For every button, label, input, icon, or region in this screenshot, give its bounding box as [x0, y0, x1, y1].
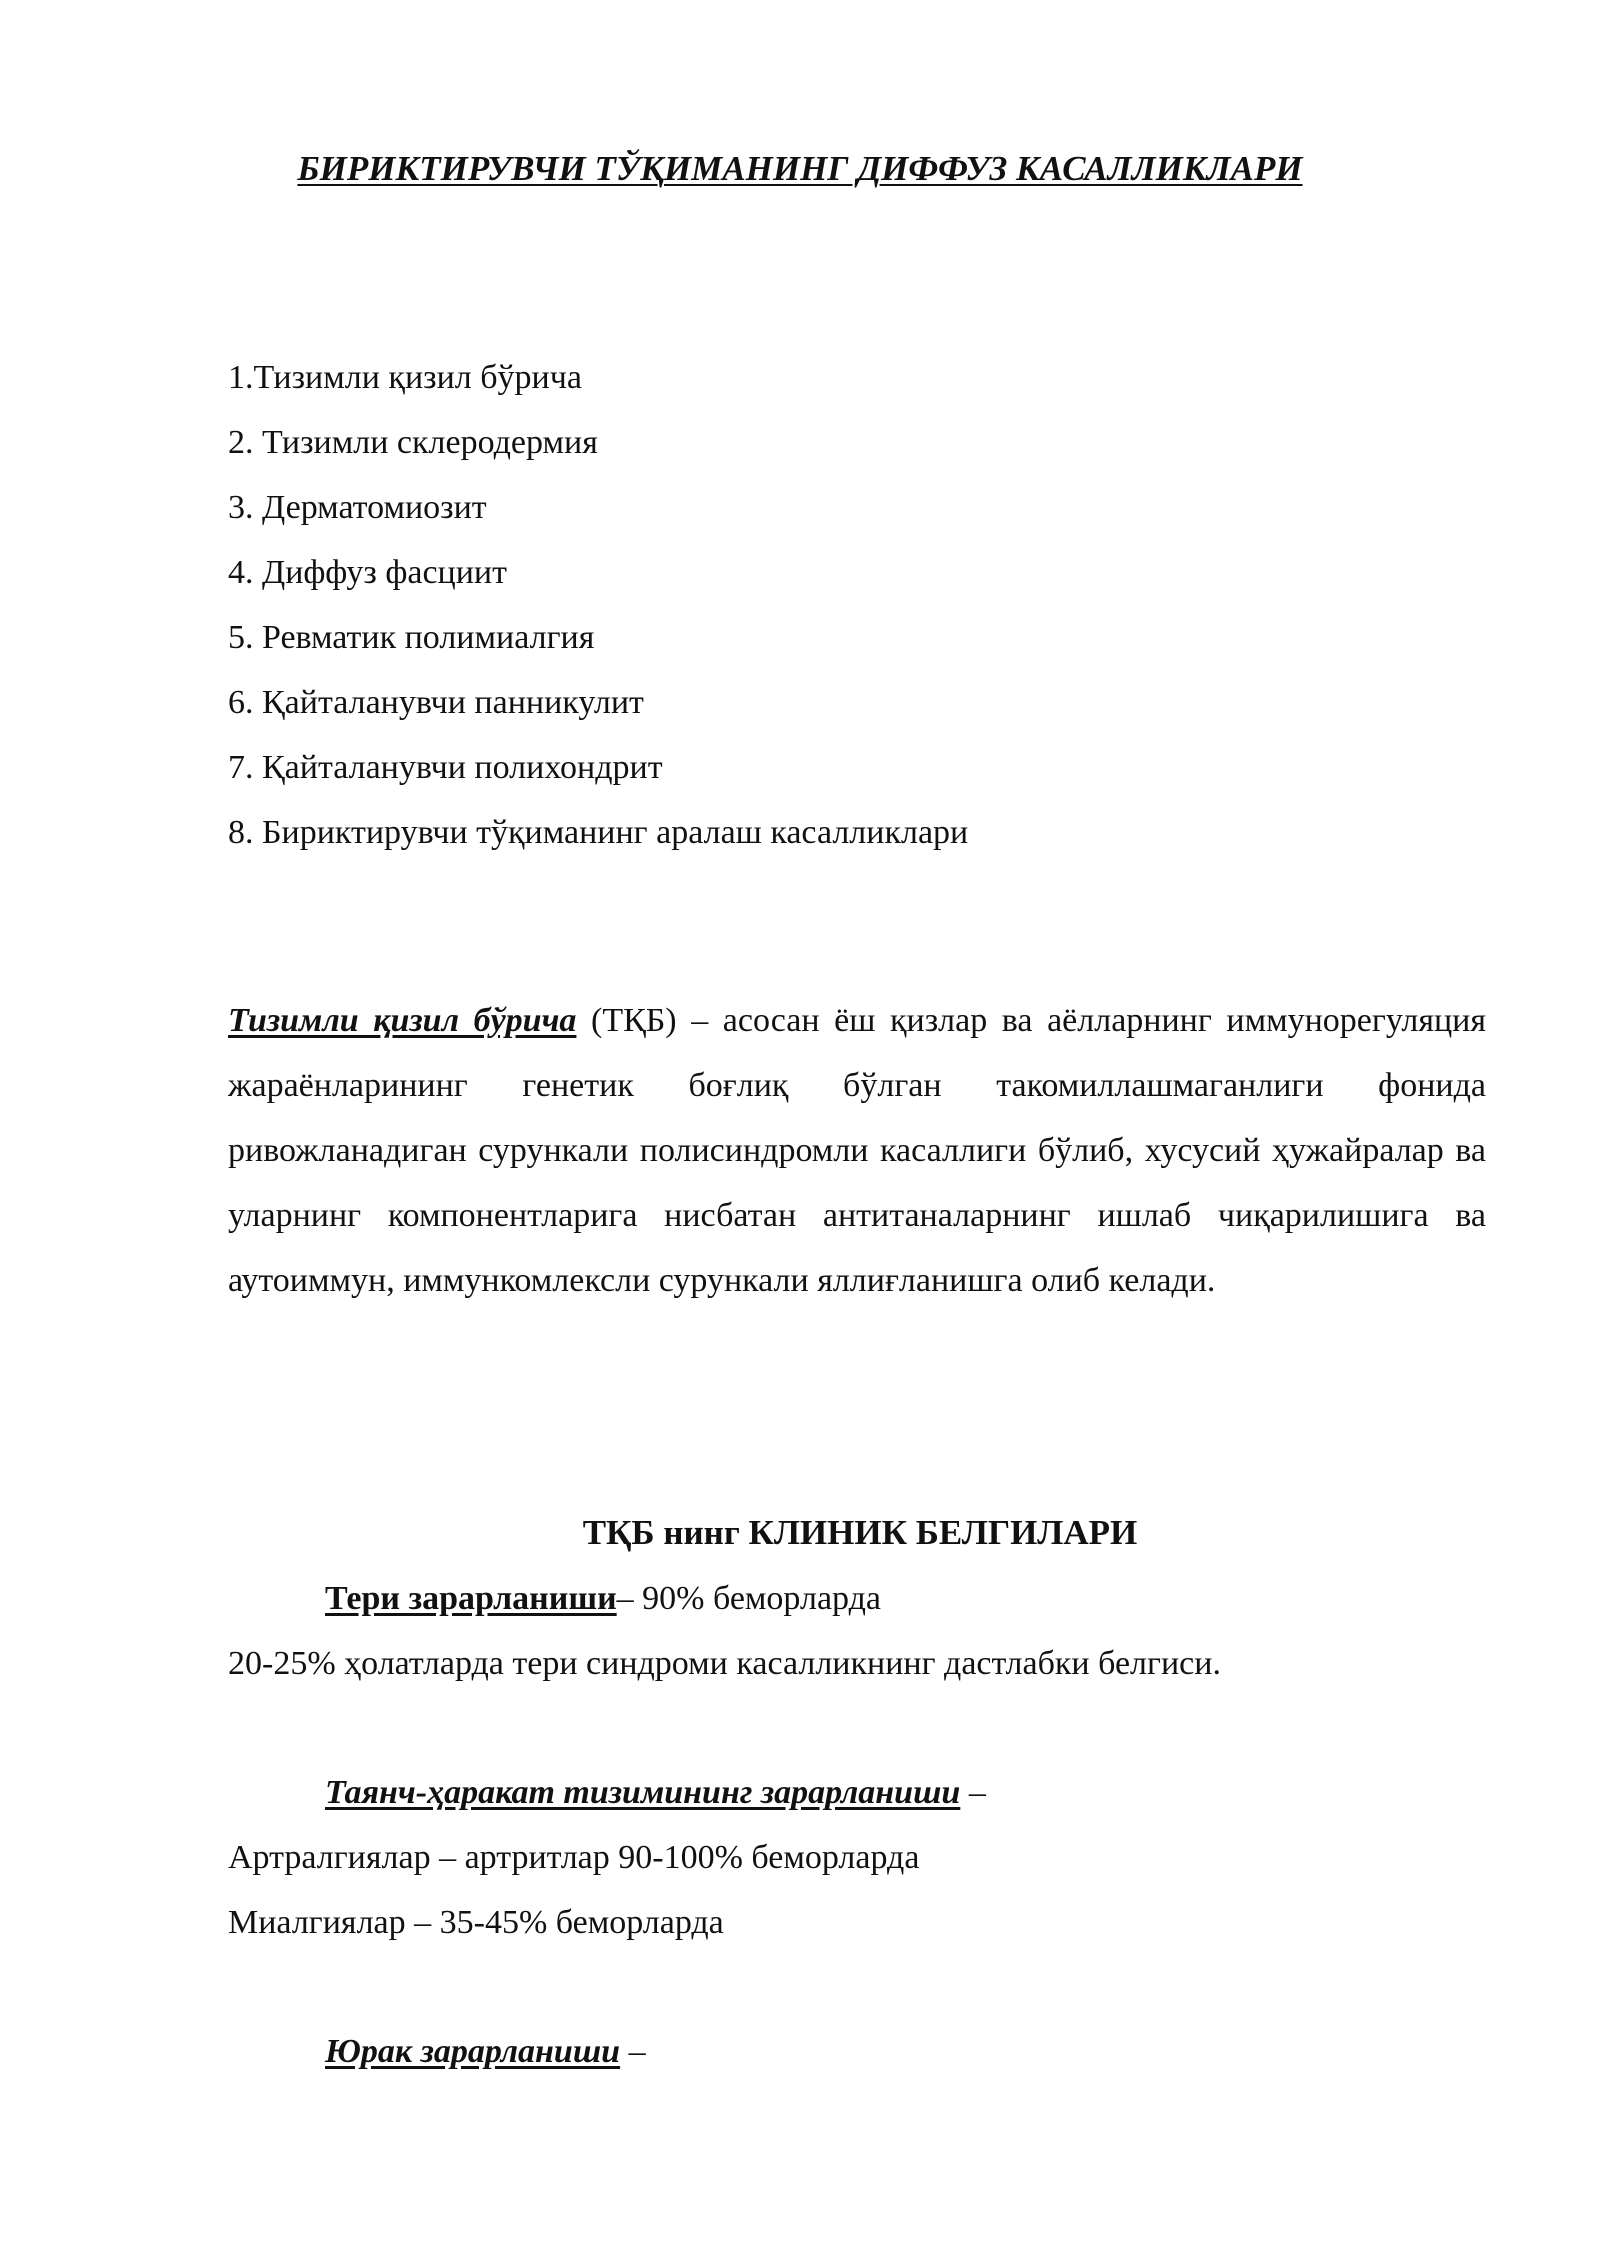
skin-suffix: – 90% беморларда	[616, 1580, 881, 1617]
definition-paragraph	[228, 988, 1486, 1313]
list-item: 7. Қайталанувчи полихондрит	[228, 749, 663, 786]
arthralgia-line: Артралгиялар – артритлар 90-100% беморларда	[228, 1839, 920, 1876]
definition-text: (ТҚБ) – асосан ёш қизлар ва аёлларнинг иммунорегуляция жараёнларининг генетик боғлиқ бўлган такомиллашмаганлиги фонида ривожланадиган сурункали полисиндромли касаллиги бўлиб, хусусий ҳужайралар ва уларнинг компонентларига нисбатан антитаналарнинг ишлаб чиқарилишига ва аутоиммун, иммункомлексли сурункали яллиғланишга олиб келади.	[228, 1002, 1486, 1299]
list-item: 6. Қайталанувчи панникулит	[228, 684, 644, 721]
list-item: 8. Бириктирувчи тўқиманинг аралаш касалликлари	[228, 814, 969, 851]
musculoskeletal-label: Таянч-ҳаракат тизимининг зарарланиши	[325, 1774, 961, 1811]
list-item: 5. Ревматик полимиалгия	[228, 619, 595, 656]
skin-label: Тери зарарланиши	[325, 1580, 617, 1617]
skin-detail: 20-25% ҳолатларда тери синдроми касалликнинг дастлабки белгиси.	[228, 1645, 1221, 1682]
list-item: 3. Дерматомиозит	[228, 489, 487, 526]
myalgia-line: Миалгиялар – 35-45% беморларда	[228, 1904, 724, 1941]
list-item: 2. Тизимли склеродермия	[228, 424, 598, 461]
definition-term: Тизимли қизил бўрича	[228, 1002, 577, 1039]
heart-suffix: –	[620, 2033, 646, 2070]
musculoskeletal-suffix: –	[960, 1774, 986, 1811]
skin-line	[325, 1579, 881, 1620]
heart-label: Юрак зарарланиши	[325, 2033, 621, 2070]
heart-line	[325, 2032, 646, 2073]
disease-list	[228, 345, 968, 865]
document-title: БИРИКТИРУВЧИ ТЎҚИМАНИНГ ДИФФУЗ КАСАЛЛИКЛАРИ	[297, 149, 1303, 188]
list-item: 1.Тизимли қизил бўрича	[228, 359, 582, 396]
clinical-heading: ТҚБ нинг КЛИНИК БЕЛГИЛАРИ	[582, 1513, 1138, 1552]
list-item: 4. Диффуз фасциит	[228, 554, 507, 591]
musculoskeletal-line	[325, 1773, 986, 1814]
